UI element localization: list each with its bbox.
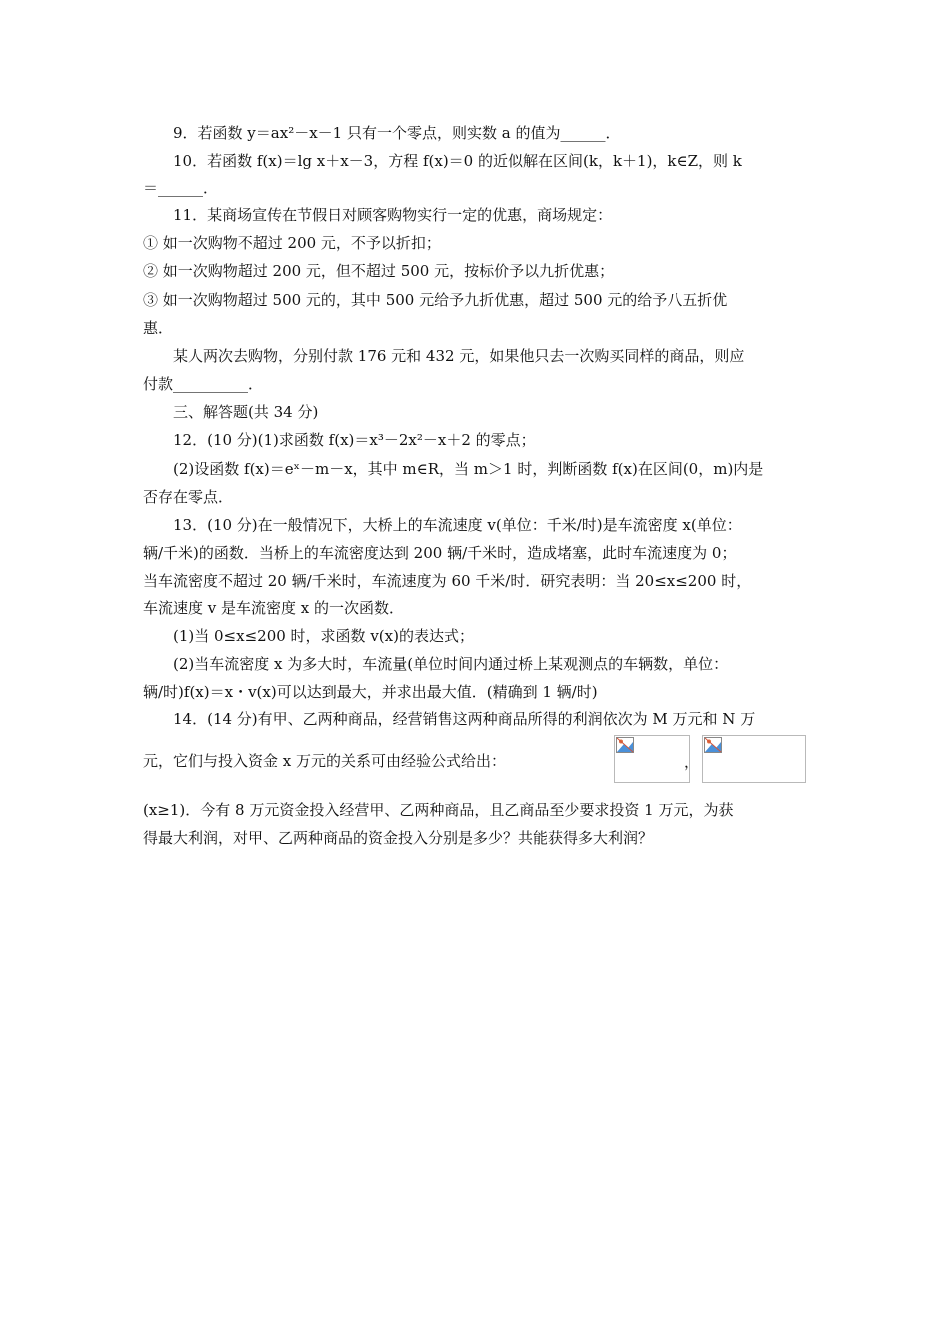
broken-image-icon [616,737,634,753]
formula-image-placeholder-m [614,735,690,783]
problem-13-line-1: 13．(10 分)在一般情况下，大桥上的车流速度 v(单位：千米/时)是车流密度 x(单位： [173,516,742,534]
problem-12-part-2-line-1: (2)设函数 f(x)＝eˣ－m－x，其中 m∈R，当 m＞1 时，判断函数 f(x)在区间(0，m)内是 [173,460,764,478]
problem-10-line-2: ＝______． [143,179,219,197]
problem-13-line-3: 当车流密度不超过 20 辆/千米时，车流速度为 60 千米/时．研究表明：当 20≤x≤200 时， [143,572,752,590]
section-heading: 三、解答题(共 34 分) [173,403,319,421]
problem-14-line-3: (x≥1)．今有 8 万元资金投入经营甲、乙两种商品，且乙商品至少要求投资 1 万元，为获 [143,801,734,819]
problem-12-part-1: 12．(10 分)(1)求函数 f(x)＝x³－2x²－x＋2 的零点； [173,431,536,449]
problem-13-line-4: 车流速度 v 是车流密度 x 的一次函数． [143,599,405,617]
problem-9: 9．若函数 y＝ax²－x－1 只有一个零点，则实数 a 的值为______． [173,124,621,142]
problem-13-line-2: 辆/千米)的函数．当桥上的车流密度达到 200 辆/千米时，造成堵塞，此时车流速度为 0； [143,544,737,562]
problem-13-part-1: (1)当 0≤x≤200 时，求函数 v(x)的表达式； [173,627,474,645]
problem-13-part-2-line-2: 辆/时)f(x)＝x・v(x)可以达到最大，并求出最大值．(精确到 1 辆/时) [143,683,598,701]
problem-14-line-1: 14．(14 分)有甲、乙两种商品，经营销售这两种商品所得的利润依次为 M 万元和 N 万 [173,710,756,728]
formula-separator-comma: ， [684,753,700,771]
problem-11-title: 11．某商场宣传在节假日对顾客购物实行一定的优惠，商场规定： [173,206,613,224]
problem-11-rule-2: ② 如一次购物超过 200 元，但不超过 500 元，按标价予以九折优惠； [143,262,615,280]
problem-14-line-4: 得最大利润，对甲、乙两种商品的资金投入分别是多少？共能获得多大利润？ [143,829,654,847]
problem-13-part-2-line-1: (2)当车流密度 x 为多大时，车流量(单位时间内通过桥上某观测点的车辆数，单位： [173,655,729,673]
problem-11-rule-1: ① 如一次购物不超过 200 元，不予以折扣； [143,234,441,252]
problem-11-rule-3-line-2: 惠． [143,319,174,337]
problem-11-question-line-2: 付款__________． [143,375,264,393]
problem-14-line-2: 元，它们与投入资金 x 万元的关系可由经验公式给出： [143,752,506,770]
problem-11-question-line-1: 某人两次去购物，分别付款 176 元和 432 元，如果他只去一次购买同样的商品，则应 [173,347,745,365]
formula-image-placeholder-n [702,735,806,783]
problem-11-rule-3-line-1: ③ 如一次购物超过 500 元的，其中 500 元给予九折优惠，超过 500 元的给予八五折优 [143,291,728,309]
problem-10-line-1: 10．若函数 f(x)＝lg x＋x－3，方程 f(x)＝0 的近似解在区间(k，k＋1)，k∈Z，则 k [173,152,742,170]
broken-image-icon [704,737,722,753]
problem-12-part-2-line-2: 否存在零点． [143,488,234,506]
